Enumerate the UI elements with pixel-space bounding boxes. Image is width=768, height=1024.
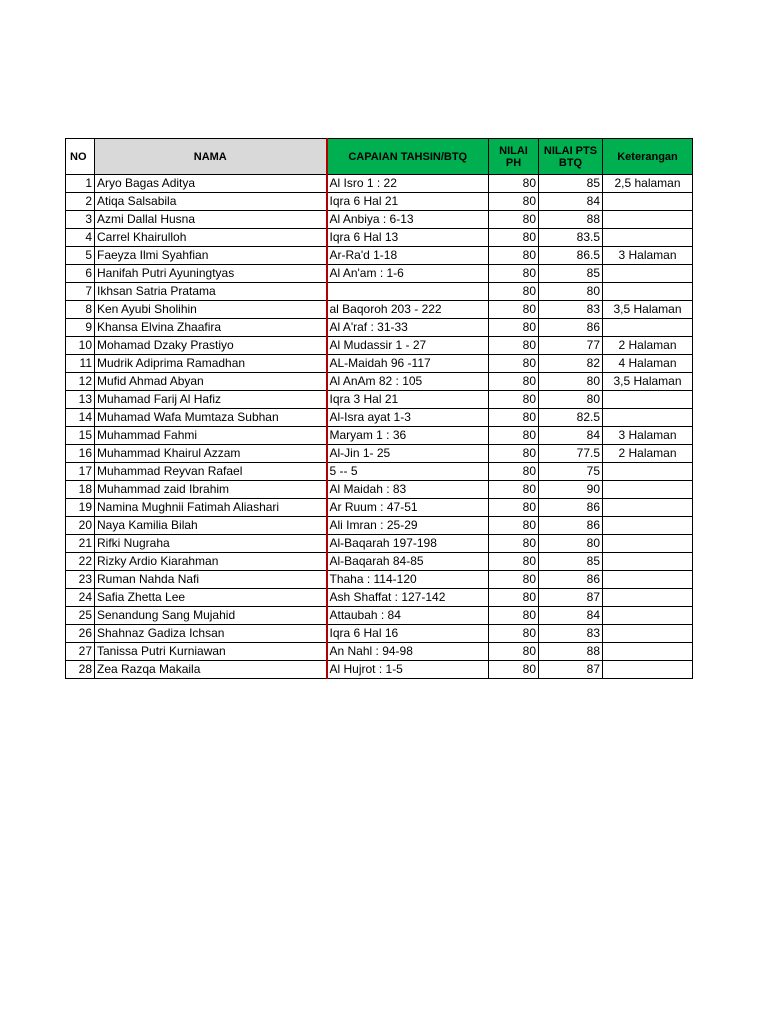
cell-nilai-ph: 80 [489, 445, 539, 463]
cell-nama: Mohamad Dzaky Prastiyo [95, 337, 327, 355]
cell-nama: Ikhsan Satria Pratama [95, 283, 327, 301]
cell-nilai-ph: 80 [489, 571, 539, 589]
cell-capaian: al Baqoroh 203 - 222 [327, 301, 489, 319]
cell-no: 3 [66, 211, 95, 229]
cell-nama: Zea Razqa Makaila [95, 661, 327, 679]
cell-keterangan [603, 283, 693, 301]
cell-nilai-ph: 80 [489, 175, 539, 193]
cell-nilai-pts: 84 [539, 607, 603, 625]
cell-no: 12 [66, 373, 95, 391]
table-row [66, 193, 693, 211]
table-row [66, 337, 693, 355]
cell-nama: Tanissa Putri Kurniawan [95, 643, 327, 661]
table-row [66, 247, 693, 265]
cell-no: 27 [66, 643, 95, 661]
cell-keterangan [603, 319, 693, 337]
cell-nilai-ph: 80 [489, 391, 539, 409]
cell-capaian: Iqra 6 Hal 21 [327, 193, 489, 211]
table-body [66, 175, 693, 679]
table-row [66, 319, 693, 337]
cell-no: 7 [66, 283, 95, 301]
cell-nilai-pts: 88 [539, 211, 603, 229]
cell-no: 20 [66, 517, 95, 535]
cell-nilai-pts: 87 [539, 589, 603, 607]
cell-no: 28 [66, 661, 95, 679]
cell-nama: Ruman Nahda Nafi [95, 571, 327, 589]
cell-nilai-ph: 80 [489, 481, 539, 499]
cell-nilai-ph: 80 [489, 499, 539, 517]
cell-keterangan: 3 Halaman [603, 247, 693, 265]
cell-nilai-ph: 80 [489, 373, 539, 391]
cell-keterangan: 3,5 Halaman [603, 373, 693, 391]
cell-nilai-pts: 90 [539, 481, 603, 499]
table-row [66, 589, 693, 607]
header-nilai-ph: NILAI PH [489, 139, 539, 175]
cell-nilai-pts: 86 [539, 499, 603, 517]
cell-nama: Hanifah Putri Ayuningtyas [95, 265, 327, 283]
cell-keterangan [603, 535, 693, 553]
cell-no: 25 [66, 607, 95, 625]
cell-no: 2 [66, 193, 95, 211]
cell-no: 6 [66, 265, 95, 283]
table-row [66, 355, 693, 373]
table-row [66, 661, 693, 679]
cell-no: 11 [66, 355, 95, 373]
cell-keterangan [603, 607, 693, 625]
cell-nilai-ph: 80 [489, 607, 539, 625]
cell-keterangan [603, 553, 693, 571]
cell-no: 21 [66, 535, 95, 553]
cell-capaian: Al AnAm 82 : 105 [327, 373, 489, 391]
cell-keterangan [603, 643, 693, 661]
cell-nilai-pts: 85 [539, 553, 603, 571]
cell-capaian: Al-Baqarah 84-85 [327, 553, 489, 571]
cell-nilai-pts: 85 [539, 175, 603, 193]
cell-nama: Ken Ayubi Sholihin [95, 301, 327, 319]
cell-no: 9 [66, 319, 95, 337]
cell-nilai-ph: 80 [489, 661, 539, 679]
student-score-table [65, 138, 693, 679]
header-nama: NAMA [95, 139, 327, 175]
table-row [66, 283, 693, 301]
cell-no: 16 [66, 445, 95, 463]
cell-no: 8 [66, 301, 95, 319]
cell-keterangan [603, 391, 693, 409]
cell-no: 17 [66, 463, 95, 481]
cell-capaian: Iqra 6 Hal 13 [327, 229, 489, 247]
cell-nama: Muhammad Khairul Azzam [95, 445, 327, 463]
cell-nama: Mudrik Adiprima Ramadhan [95, 355, 327, 373]
cell-nilai-pts: 84 [539, 427, 603, 445]
header-capaian: CAPAIAN TAHSIN/BTQ [327, 139, 489, 175]
cell-capaian: Ash Shaffat : 127-142 [327, 589, 489, 607]
cell-nilai-pts: 83.5 [539, 229, 603, 247]
cell-nama: Azmi Dallal Husna [95, 211, 327, 229]
cell-nilai-ph: 80 [489, 553, 539, 571]
cell-nilai-ph: 80 [489, 535, 539, 553]
cell-capaian: Maryam 1 : 36 [327, 427, 489, 445]
cell-nama: Carrel Khairulloh [95, 229, 327, 247]
table-row [66, 517, 693, 535]
cell-nama: Shahnaz Gadiza Ichsan [95, 625, 327, 643]
cell-capaian: AL-Maidah 96 -117 [327, 355, 489, 373]
cell-nama: Aryo Bagas Aditya [95, 175, 327, 193]
cell-nilai-pts: 77 [539, 337, 603, 355]
cell-keterangan [603, 229, 693, 247]
cell-nama: Muhamad Wafa Mumtaza Subhan [95, 409, 327, 427]
cell-capaian: Al Maidah : 83 [327, 481, 489, 499]
cell-capaian: Thaha : 114-120 [327, 571, 489, 589]
cell-nilai-ph: 80 [489, 517, 539, 535]
cell-capaian: Al Mudassir 1 - 27 [327, 337, 489, 355]
cell-keterangan [603, 589, 693, 607]
cell-nilai-ph: 80 [489, 247, 539, 265]
cell-nilai-pts: 80 [539, 391, 603, 409]
cell-keterangan [603, 211, 693, 229]
cell-nama: Muhammad zaid Ibrahim [95, 481, 327, 499]
cell-nilai-pts: 85 [539, 265, 603, 283]
score-sheet [65, 138, 692, 679]
cell-nilai-ph: 80 [489, 355, 539, 373]
cell-nilai-ph: 80 [489, 625, 539, 643]
cell-capaian: Al Isro 1 : 22 [327, 175, 489, 193]
cell-nama: Muhamad Farij Al Hafiz [95, 391, 327, 409]
cell-no: 13 [66, 391, 95, 409]
cell-nilai-pts: 80 [539, 283, 603, 301]
table-row [66, 643, 693, 661]
cell-nilai-pts: 86.5 [539, 247, 603, 265]
cell-no: 14 [66, 409, 95, 427]
cell-nama: Rifki Nugraha [95, 535, 327, 553]
cell-keterangan [603, 409, 693, 427]
table-row [66, 211, 693, 229]
cell-no: 5 [66, 247, 95, 265]
cell-no: 22 [66, 553, 95, 571]
cell-no: 23 [66, 571, 95, 589]
cell-keterangan [603, 481, 693, 499]
cell-nama: Safia Zhetta Lee [95, 589, 327, 607]
table-row [66, 427, 693, 445]
cell-nilai-pts: 87 [539, 661, 603, 679]
cell-nilai-ph: 80 [489, 337, 539, 355]
cell-keterangan [603, 193, 693, 211]
table-row [66, 445, 693, 463]
table-row [66, 373, 693, 391]
cell-keterangan [603, 625, 693, 643]
cell-keterangan [603, 463, 693, 481]
table-row [66, 409, 693, 427]
header-keterangan: Keterangan [603, 139, 693, 175]
table-row [66, 481, 693, 499]
table-row [66, 265, 693, 283]
cell-nilai-pts: 86 [539, 319, 603, 337]
cell-nilai-pts: 80 [539, 535, 603, 553]
cell-nilai-pts: 84 [539, 193, 603, 211]
cell-keterangan [603, 499, 693, 517]
cell-nilai-ph: 80 [489, 265, 539, 283]
cell-capaian: Al A'raf : 31-33 [327, 319, 489, 337]
header-no: NO [66, 139, 95, 175]
cell-capaian: Al-Isra ayat 1-3 [327, 409, 489, 427]
cell-keterangan: 2,5 halaman [603, 175, 693, 193]
cell-capaian [327, 283, 489, 301]
cell-capaian: Ali Imran : 25-29 [327, 517, 489, 535]
table-row [66, 553, 693, 571]
cell-nilai-ph: 80 [489, 301, 539, 319]
cell-nilai-pts: 83 [539, 625, 603, 643]
cell-nilai-pts: 88 [539, 643, 603, 661]
cell-keterangan: 2 Halaman [603, 445, 693, 463]
cell-nama: Rizky Ardio Kiarahman [95, 553, 327, 571]
cell-no: 15 [66, 427, 95, 445]
cell-keterangan [603, 517, 693, 535]
cell-keterangan [603, 265, 693, 283]
table-row [66, 535, 693, 553]
cell-capaian: 5 -- 5 [327, 463, 489, 481]
cell-keterangan [603, 661, 693, 679]
table-row [66, 301, 693, 319]
cell-nama: Namina Mughnii Fatimah Aliashari [95, 499, 327, 517]
cell-keterangan: 2 Halaman [603, 337, 693, 355]
cell-nilai-pts: 75 [539, 463, 603, 481]
cell-nama: Naya Kamilia Bilah [95, 517, 327, 535]
cell-nilai-ph: 80 [489, 589, 539, 607]
cell-nilai-pts: 82.5 [539, 409, 603, 427]
cell-nilai-pts: 82 [539, 355, 603, 373]
cell-capaian: Al-Jin 1- 25 [327, 445, 489, 463]
cell-no: 4 [66, 229, 95, 247]
cell-nama: Senandung Sang Mujahid [95, 607, 327, 625]
cell-no: 1 [66, 175, 95, 193]
header-nilai-pts: NILAI PTS BTQ [539, 139, 603, 175]
cell-capaian: Attaubah : 84 [327, 607, 489, 625]
cell-nilai-pts: 86 [539, 571, 603, 589]
cell-capaian: Al Hujrot : 1-5 [327, 661, 489, 679]
table-row [66, 571, 693, 589]
cell-nilai-ph: 80 [489, 211, 539, 229]
cell-nilai-pts: 83 [539, 301, 603, 319]
cell-keterangan: 3,5 Halaman [603, 301, 693, 319]
table-row [66, 499, 693, 517]
cell-capaian: Ar Ruum : 47-51 [327, 499, 489, 517]
table-row [66, 463, 693, 481]
cell-nilai-ph: 80 [489, 319, 539, 337]
cell-nilai-ph: 80 [489, 193, 539, 211]
cell-capaian: Al An'am : 1-6 [327, 265, 489, 283]
cell-capaian: Al-Baqarah 197-198 [327, 535, 489, 553]
cell-nilai-ph: 80 [489, 427, 539, 445]
cell-no: 24 [66, 589, 95, 607]
cell-nama: Atiqa Salsabila [95, 193, 327, 211]
table-row [66, 625, 693, 643]
cell-capaian: Al Anbiya : 6-13 [327, 211, 489, 229]
cell-keterangan [603, 571, 693, 589]
cell-nama: Muhammad Reyvan Rafael [95, 463, 327, 481]
cell-nama: Faeyza Ilmi Syahfian [95, 247, 327, 265]
cell-keterangan: 3 Halaman [603, 427, 693, 445]
cell-nilai-ph: 80 [489, 229, 539, 247]
cell-nama: Muhammad Fahmi [95, 427, 327, 445]
table-row [66, 229, 693, 247]
cell-capaian: Iqra 6 Hal 16 [327, 625, 489, 643]
cell-keterangan: 4 Halaman [603, 355, 693, 373]
cell-nilai-pts: 86 [539, 517, 603, 535]
cell-nama: Khansa Elvina Zhaafira [95, 319, 327, 337]
cell-nilai-pts: 77.5 [539, 445, 603, 463]
cell-nilai-ph: 80 [489, 409, 539, 427]
table-row [66, 175, 693, 193]
cell-capaian: An Nahl : 94-98 [327, 643, 489, 661]
cell-nilai-ph: 80 [489, 643, 539, 661]
cell-nilai-ph: 80 [489, 463, 539, 481]
cell-no: 10 [66, 337, 95, 355]
cell-nama: Mufid Ahmad Abyan [95, 373, 327, 391]
table-row [66, 607, 693, 625]
cell-nilai-pts: 80 [539, 373, 603, 391]
cell-capaian: Ar-Ra'd 1-18 [327, 247, 489, 265]
table-header-row [66, 139, 693, 175]
table-row [66, 391, 693, 409]
cell-no: 19 [66, 499, 95, 517]
cell-nilai-ph: 80 [489, 283, 539, 301]
cell-no: 26 [66, 625, 95, 643]
cell-no: 18 [66, 481, 95, 499]
cell-capaian: Iqra 3 Hal 21 [327, 391, 489, 409]
